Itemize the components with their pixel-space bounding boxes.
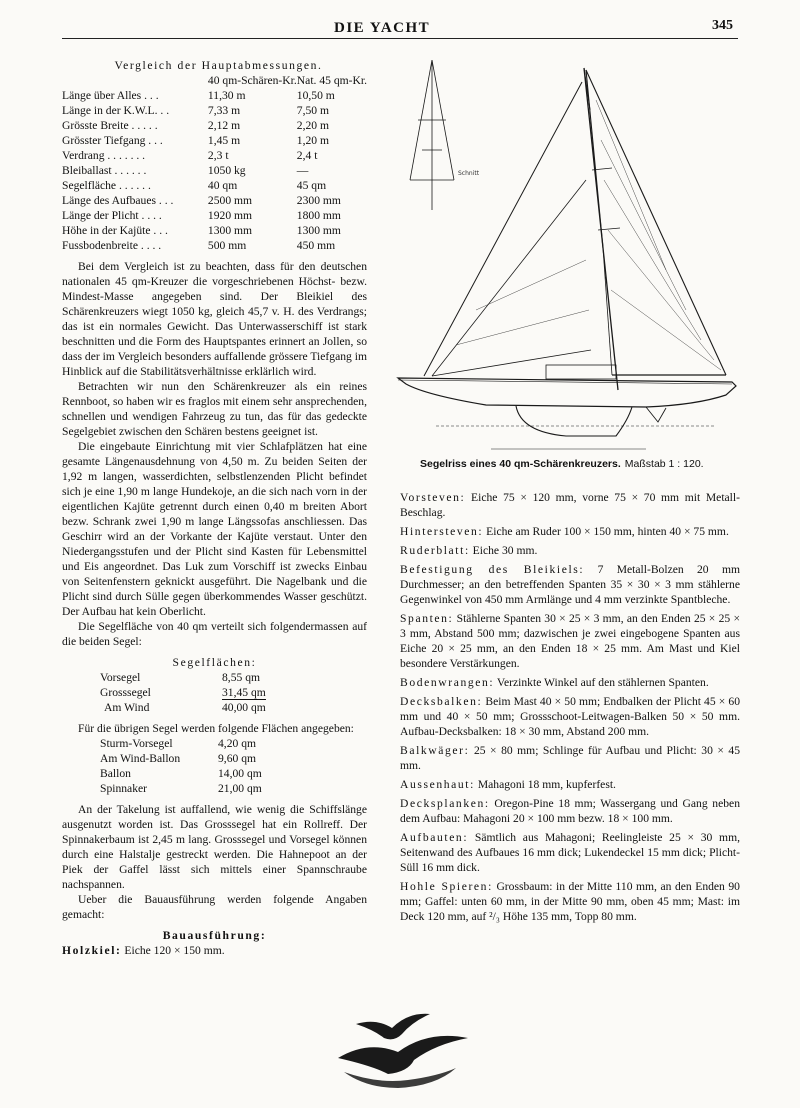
dimensions-header-row: [62, 73, 367, 88]
sail-plan-drawing: [396, 60, 742, 455]
spec-text: Sämtlich aus Mahagoni; Reelingleiste 25 × 30 mm, Seitenwand des Aufbaues 16 mm dick; Lukendeckel 15 mm dick; Plicht-Süll 16 mm dick.: [400, 831, 740, 874]
table-row: [62, 148, 367, 163]
spec-paragraph: [400, 675, 740, 690]
sail-label: Am Wind: [104, 701, 150, 714]
construction-heading: Bauausführung:: [162, 929, 267, 942]
paragraph: An der Takelung ist auffallend, wie wenig die Schiffslänge ausgenutzt worden ist. Das Grosssegel hat ein Rollreff. Der Spinnakerbaum ist 2,45 m lang. Grosssegel und Vorsegel können durch eine Halstalje gestreckt werden. Die Hahnepoot an der Piek der Gaffel lässt sich mittels einer Spannschraube nachspannen.: [62, 803, 367, 891]
spec-text: Grossbaum: in der Mitte 110 mm, an den Enden 90 mm; Gaffel: unten 60 mm, in der Mitte 90 mm, oben 45 mm; Mast: im Deck 120 mm, auf ²/₃ Höhe 135 mm, Topp 80 mm.: [400, 880, 740, 923]
sail-value: 14,00 qm: [218, 767, 262, 780]
dimension-label: Länge über Alles . . .: [62, 89, 159, 102]
dimension-label: Verdrang . . . . . . .: [62, 149, 146, 162]
value-45qm: 7,50 m: [296, 104, 330, 117]
caption-scale: Maßstab 1 : 120.: [624, 458, 704, 470]
spec-text: Beim Mast 40 × 50 mm; Endbalken der Plicht 45 × 60 mm und 40 × 50 mm; Grossschoot-Leitwagen-Balken 50 × 50 mm. Aufbau-Decksbalken: 18 × 30 mm, Abstand 200 mm.: [400, 695, 740, 738]
right-column: [400, 490, 740, 928]
spec-paragraph: [400, 830, 740, 875]
svg-text:Schnitt: Schnitt: [458, 170, 480, 177]
sail-areas-heading: Segelflächen:: [172, 656, 257, 669]
value-40qm: 2500 mm: [207, 194, 253, 207]
spec-text: Verzinkte Winkel auf den stählernen Spanten.: [496, 676, 709, 689]
spec-paragraph: [400, 879, 740, 924]
spec-term: Hohle Spieren:: [400, 880, 493, 893]
dimension-label: Fussbodenbreite . . . .: [62, 239, 162, 252]
paragraph: Für die übrigen Segel werden folgende Flächen angegeben:: [78, 722, 354, 735]
table-row: [100, 700, 302, 715]
spec-text: Eiche 75 × 120 mm, vorne 75 × 70 mm mit Metall-Beschlag.: [400, 491, 740, 519]
sail-areas-table: [100, 670, 302, 715]
table-row: [62, 238, 367, 253]
table-row: [62, 118, 367, 133]
sail-value: 40,00 qm: [222, 701, 266, 714]
spec-paragraph: [400, 562, 740, 607]
table-row: [62, 103, 367, 118]
sail-value: 8,55 qm: [222, 671, 261, 684]
other-sails-table: [100, 736, 298, 796]
value-45qm: 45 qm: [296, 179, 327, 192]
table-row: [62, 223, 367, 238]
value-45qm: 1300 mm: [296, 224, 341, 237]
table-row: [62, 193, 367, 208]
table-row: [62, 133, 367, 148]
sail-label: Grosssegel: [100, 686, 151, 699]
spec-term: Aufbauten:: [400, 831, 469, 844]
value-45qm: 2300 mm: [296, 194, 341, 207]
spec-text: Stählerne Spanten 30 × 25 × 3 mm, an den Enden 25 × 25 × 3 mm, Abstand 500 mm; dazwischen je zwei eingebogene Spanten aus Eiche 20 × 25 mm, an den Enden 18 × 25 mm. Am Mast und Kiel besondere Verstärkungen.: [400, 612, 740, 670]
page-number: 345: [712, 18, 733, 33]
table-row: [62, 163, 367, 178]
value-40qm: 11,30 m: [207, 89, 246, 102]
spec-term: Spanten:: [400, 612, 454, 625]
spec-paragraph: [400, 796, 740, 826]
value-45qm: 1800 mm: [296, 209, 341, 222]
spec-term: Decksplanken:: [400, 797, 490, 810]
spec-text: Eiche 120 × 150 mm.: [124, 944, 225, 957]
value-45qm: 2,4 t: [296, 149, 318, 162]
dimension-label: Bleiballast . . . . . .: [62, 164, 147, 177]
spec-paragraph: [400, 490, 740, 520]
table-row: [100, 751, 298, 766]
value-40qm: 7,33 m: [207, 104, 241, 117]
dimension-label: Länge des Aufbaues . . .: [62, 194, 174, 207]
sail-value: 9,60 qm: [218, 752, 257, 765]
spec-term: Holzkiel:: [62, 944, 122, 957]
spec-paragraph: [400, 543, 740, 558]
spec-text: Mahagoni 18 mm, kupferfest.: [477, 778, 616, 791]
spec-paragraph: [400, 611, 740, 671]
spec-term: Ruderblatt:: [400, 544, 470, 557]
paragraph: Betrachten wir nun den Schärenkreuzer als ein reines Rennboot, so haben wir es fraglos mit einem sehr ansprechenden, schnellen und wendigen Fahrzeug zu tun, das für das gedeckte Segelgebiet zwischen den Schären bestens geeignet ist.: [62, 380, 367, 438]
value-40qm: 40 qm: [207, 179, 238, 192]
dimension-label: Grösste Breite . . . . .: [62, 119, 158, 132]
value-45qm: 450 mm: [296, 239, 336, 252]
dimension-label: Höhe in der Kajüte . . .: [62, 224, 168, 237]
value-40qm: 1050 kg: [207, 164, 246, 177]
header-rule: [62, 38, 738, 39]
sail-value: 4,20 qm: [218, 737, 257, 750]
dimension-label: Länge in der K.W.L. . .: [62, 104, 170, 117]
table-row: [100, 781, 298, 796]
sail-label: Ballon: [100, 767, 131, 780]
spec-paragraph: [400, 743, 740, 773]
paragraph: Die Segelfläche von 40 qm verteilt sich folgendermassen auf die beiden Segel:: [62, 620, 367, 648]
dimensions-table: [62, 73, 367, 253]
caption-text: Segelriss eines 40 qm-Schärenkreuzers.: [420, 458, 621, 470]
spec-text: 25 × 80 mm; Schlinge für Aufbau und Plicht: 30 × 45 mm.: [400, 744, 740, 772]
holzkiel-spec: [62, 943, 367, 958]
column-header-40qm: 40 qm-Schären-Kr.: [207, 74, 297, 87]
sail-label: Sturm-Vorsegel: [100, 737, 173, 750]
spec-text: Eiche am Ruder 100 × 150 mm, hinten 40 × 75 mm.: [486, 525, 729, 538]
value-40qm: 2,3 t: [207, 149, 229, 162]
value-45qm: 10,50 m: [296, 89, 335, 102]
value-40qm: 1,45 m: [207, 134, 241, 147]
table-row: [100, 766, 298, 781]
comparison-heading: Vergleich der Hauptabmessungen.: [114, 59, 323, 72]
dimension-label: Länge der Plicht . . . .: [62, 209, 162, 222]
table-row: [100, 685, 302, 700]
spec-term: Hintersteven:: [400, 525, 484, 538]
dimension-label: Segelfläche . . . . . .: [62, 179, 151, 192]
spec-term: Bodenwrangen:: [400, 676, 495, 689]
spec-term: Balkwäger:: [400, 744, 470, 757]
spec-text: Oregon-Pine 18 mm; Wassergang und Gang neben dem Aufbau: Mahagoni 20 × 100 mm bezw. 18 × 100 mm.: [400, 797, 740, 825]
spec-text: Eiche 30 mm.: [472, 544, 538, 557]
table-row: [62, 208, 367, 223]
value-40qm: 2,12 m: [207, 119, 241, 132]
table-row: [100, 670, 302, 685]
spec-term: Decksbalken:: [400, 695, 483, 708]
value-45qm: —: [296, 164, 309, 177]
sail-label: Am Wind-Ballon: [100, 752, 181, 765]
spec-term: Aussenhaut:: [400, 778, 475, 791]
column-header-45qm: Nat. 45 qm-Kr.: [296, 74, 367, 87]
value-40qm: 1300 mm: [207, 224, 253, 237]
spec-term: Vorsteven:: [400, 491, 466, 504]
paragraph: Die eingebaute Einrichtung mit vier Schlafplätzen hat eine gesamte Längenausdehnung von 4,50 m. Zu beiden Seiten der 1,92 m langen, wasserdichten, selbstlenzenden Plicht befindet sich je eine 1,90 m lange Hundekoje, an die sich nach vorn in der eigentlichen Kajüte getrennt durch einen 0,40 m breiten Abort bezw. Schrank zwei 1,90 m lange Längssofas anschliessen. Das Geschirr wird an der Vorkante der Kajüte verstaut. Unter den Niedergangsstufen und der Plicht sind Kasten für Lebensmittel und Eis angeordnet. Das Luk zum Vorschiff ist zwecks Einbau von Seitenfenstern geknickt ausgeführt. Die Nagelbank und die Plicht sind durch Sülle gegen überkommendes Wasser geschützt. Der Aufbau hat kein Oberlicht.: [62, 440, 367, 618]
sail-label: Spinnaker: [100, 782, 148, 795]
spec-paragraph: [400, 777, 740, 792]
spec-paragraph: [400, 694, 740, 739]
table-row: [62, 178, 367, 193]
paragraph: Ueber die Bauausführung werden folgende Angaben gemacht:: [62, 893, 367, 921]
left-column: [62, 58, 367, 958]
dimension-label: Grösster Tiefgang . . .: [62, 134, 163, 147]
spec-term: Befestigung des Bleikiels:: [400, 563, 585, 576]
sail-value: 31,45 qm: [222, 686, 266, 699]
sail-value: 21,00 qm: [218, 782, 262, 795]
sail-label: Vorsegel: [100, 671, 141, 684]
gull-emblem: [318, 1000, 478, 1090]
value-45qm: 1,20 m: [296, 134, 330, 147]
spec-text: 7 Metall-Bolzen 20 mm Durchmesser; an den betreffenden Spanten 35 × 30 × 3 mm stählerne Gegenwinkel von 450 mm Armlänge und 4 mm verzinkte Spantbleche.: [400, 563, 740, 606]
value-40qm: 1920 mm: [207, 209, 253, 222]
paragraph: Bei dem Vergleich ist zu beachten, dass für den deutschen nationalen 45 qm-Kreuzer die vorgeschriebenen Höchst- bezw. Mindest-Masse angegeben sind. Der Bleikiel des Schärenkreuzers wiegt 1050 kg, gleich 45,7 v. H. des Verdrangs; das ist ein normales Gewicht. Das Unterwasserschiff ist stark beschnitten und die Form des Hauptspantes erinnert an Jollen, so dass der im Vergleich besonders auffallende grössere Tiefgang im Hinblick auf die Stabilitätsverhältnisse erklärlich wird.: [62, 260, 367, 378]
value-40qm: 500 mm: [207, 239, 247, 252]
figure-caption: [420, 458, 704, 470]
table-row: [100, 736, 298, 751]
spec-paragraph: [400, 524, 740, 539]
table-row: [62, 88, 367, 103]
running-title: DIE YACHT: [334, 20, 431, 36]
value-45qm: 2,20 m: [296, 119, 330, 132]
